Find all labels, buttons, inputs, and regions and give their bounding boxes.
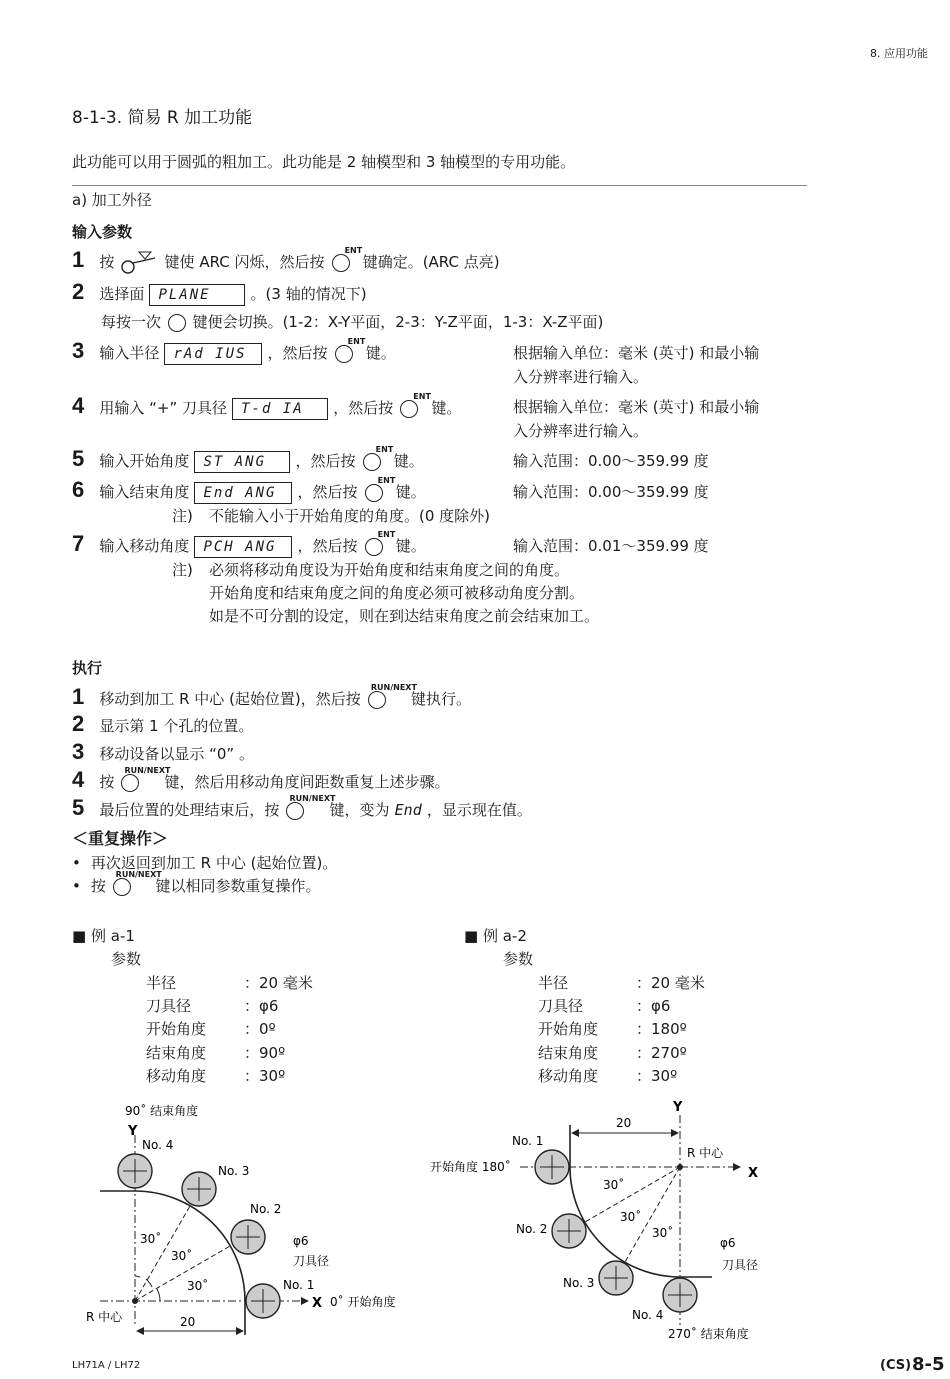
d2-center: R 中心 [687,1146,724,1160]
ex1-v3: ：90º [244,1044,286,1062]
d2-end-label: 270˚ 结束角度 [668,1327,749,1341]
exec-step-3: 3 移动设备以显示 “0” 。 [72,739,254,764]
ex2-v2: ：180º [636,1020,687,1038]
ex2-v0: ：20 毫米 [636,974,705,992]
input-step-2-sub: 每按一次 键便会切换。(1-2：X-Y平面，2-3：Y-Z平面，1-3：X-Z平面) [101,313,604,331]
ex1-k3: 结束角度 [146,1044,207,1062]
d2-angle-3: 30˚ [652,1226,674,1240]
ex2-k0: 半径 [538,974,569,992]
input-step-4: 4 用输入 “+” 刀具径 T-d IA ，然后按 ENT 键。 [72,391,462,418]
footer-cs: (CS) [880,1358,912,1373]
d1-hole-3-label: No. 3 [218,1164,250,1178]
ex2-v3: ：270º [636,1044,687,1062]
input-heading: 输入参数 [72,223,133,241]
ent-key-icon[interactable]: ENT [335,345,353,363]
ex2-k2: 开始角度 [538,1020,599,1038]
d2-hole-2-label: No. 2 [516,1222,548,1236]
d1-hole-3 [182,1172,216,1206]
lcd-start-angle: ST ANG [194,451,290,473]
d1-hole-4 [118,1154,152,1188]
d1-start-label: 0˚ 开始角度 [330,1295,396,1309]
bullet-1: • 再次返回到加工 R 中心 (起始位置)。 [72,854,338,872]
input-step-1: 1 按 键使 ARC 闪烁，然后按 ENT 键确定。(ARC 点亮) [72,247,500,276]
section-title: 8-1-3. 简易 R 加工功能 [72,108,253,128]
d2-hole-3 [599,1261,633,1295]
d1-x-label: X [312,1296,323,1311]
d2-y-label: Y [673,1100,683,1115]
exec-step-5: 5 最后位置的处理结束后，按 RUN/NEXT 键，变为 End ，显示现在值。 [72,793,532,820]
d2-phi: φ6 [720,1236,736,1250]
d1-y-label: Y [128,1124,138,1139]
ent-key-icon[interactable]: ENT [332,254,350,272]
footer-model: LH71A / LH72 [72,1360,141,1371]
ent-key-icon[interactable]: ENT [400,400,418,418]
d1-angle-1: 30˚ [140,1232,162,1246]
lcd-end-angle: End ANG [194,482,292,504]
d1-angle-3: 30˚ [187,1279,209,1293]
exec-step-4: 4 按 RUN/NEXT 键，然后用移动角度间距数重复上述步骤。 [72,765,450,792]
d2-hole-4-label: No. 4 [632,1308,664,1322]
example-2-title: ■ 例 a-2 [464,927,527,945]
ex2-k4: 移动角度 [538,1067,599,1085]
d2-angle-2: 30˚ [620,1210,642,1224]
d1-hole-1 [246,1284,280,1318]
ex1-v0: ：20 毫米 [244,974,313,992]
ex1-k0: 半径 [146,974,177,992]
d1-tool: 刀具径 [293,1254,330,1268]
input-step-6-note: 输入范围：0.00～359.99 度 [513,483,709,501]
input-step-6-remark: 不能输入小于开始角度的角度。(0 度除外) [209,507,491,525]
input-step-4-note: 根据输入单位：毫米 (英寸) 和最小输 [513,398,760,416]
input-step-3-note: 根据输入单位：毫米 (英寸) 和最小输 [513,344,760,362]
ex2-k1: 刀具径 [538,997,584,1015]
example-2-param-label: 参数 [503,950,534,968]
input-step-7-remark-label: 注) [172,561,193,579]
section-tag: 8. 应用功能 [870,47,928,60]
input-step-7-remark3: 如是不可分割的设定，则在到达结束角度之前会结束加工。 [209,607,600,625]
run-next-key-icon[interactable]: RUN/NEXT [121,774,139,792]
example-1-title: ■ 例 a-1 [72,927,135,945]
d2-hole-1 [535,1150,569,1184]
d1-end-label: 90˚ 结束角度 [125,1104,199,1118]
ex2-k3: 结束角度 [538,1044,599,1062]
input-step-3-note2: 入分辨率进行输入。 [513,368,649,386]
diagram-example-2 [430,1095,770,1355]
d1-hole-2 [231,1220,265,1254]
d1-hole-4-label: No. 4 [142,1138,174,1152]
ex1-v1: ：φ6 [244,997,279,1015]
ex1-k2: 开始角度 [146,1020,207,1038]
d1-angle-2: 30˚ [171,1249,193,1263]
ex2-v1: ：φ6 [636,997,671,1015]
bullet-2: • 按 RUN/NEXT 键以相同参数重复操作。 [72,869,321,895]
input-step-7-note: 输入范围：0.01～359.99 度 [513,537,709,555]
page-number: 8-5 [912,1354,945,1375]
d2-hole-4 [663,1278,697,1312]
subsection-title: a) 加工外径 [72,191,152,209]
d1-center: R 中心 [86,1310,123,1324]
input-step-3: 3 输入半径 rAd IUS ，然后按 ENT 键。 [72,336,396,363]
lcd-end-text: End [394,801,422,819]
axis-key-icon[interactable] [168,314,186,332]
input-step-5: 5 输入开始角度 ST ANG ，然后按 ENT 键。 [72,444,424,471]
input-step-5-note: 输入范围：0.00～359.99 度 [513,452,709,470]
input-step-2: 2 选择面 PLANE 。(3 轴的情况下) [72,279,367,304]
example-1-param-label: 参数 [111,950,142,968]
d1-phi: φ6 [293,1234,309,1248]
d1-dim: 20 [180,1315,196,1329]
ex1-v2: ：0º [244,1020,276,1038]
input-step-7-remark: 必须将移动角度设为开始角度和结束角度之间的角度。 [209,561,570,579]
lcd-pitch-angle: PCH ANG [194,536,292,558]
d2-x-label: X [748,1166,759,1181]
d2-start-label: 开始角度 180˚ [430,1160,511,1174]
ent-key-icon[interactable]: ENT [365,484,383,502]
run-next-key-icon[interactable]: RUN/NEXT [368,691,386,709]
d2-tool: 刀具径 [722,1258,759,1272]
ex2-v4: ：30º [636,1067,678,1085]
exec-step-1: 1 移动到加工 R 中心 (起始位置)，然后按 RUN/NEXT 键执行。 [72,682,471,709]
input-step-6-remark-label: 注) [172,507,193,525]
ex1-v4: ：30º [244,1067,286,1085]
divider [72,185,807,186]
ex1-k1: 刀具径 [146,997,192,1015]
ent-key-icon[interactable]: ENT [365,538,383,556]
lcd-tool-dia: T-d IA [232,398,328,420]
ex1-k4: 移动角度 [146,1067,207,1085]
run-next-key-icon[interactable]: RUN/NEXT [113,878,131,896]
intro-text: 此功能可以用于圆弧的粗加工。此功能是 2 轴模型和 3 轴模型的专用功能。 [72,153,576,171]
lcd-radius: rAd IUS [164,343,262,365]
arc-key-icon[interactable] [119,250,159,276]
input-step-7-remark2: 开始角度和结束角度之间的角度必须可被移动角度分割。 [209,584,585,602]
input-step-7: 7 输入移动角度 PCH ANG ，然后按 ENT 键。 [72,529,426,556]
input-step-4-note2: 入分辨率进行输入。 [513,422,649,440]
exec-step-2: 2 显示第 1 个孔的位置。 [72,711,254,736]
diagram-example-1 [0,1095,470,1355]
exec-heading: 执行 [72,659,103,677]
d1-hole-1-label: No. 1 [283,1278,315,1292]
repeat-heading: ＜重复操作＞ [72,829,169,848]
lcd-plane: PLANE [149,284,245,306]
d2-angle-1: 30˚ [603,1178,625,1192]
input-step-6: 6 输入结束角度 End ANG ，然后按 ENT 键。 [72,475,426,502]
d2-hole-2 [552,1214,586,1248]
d2-hole-1-label: No. 1 [512,1134,544,1148]
d2-hole-3-label: No. 3 [563,1276,595,1290]
d1-hole-2-label: No. 2 [250,1202,282,1216]
ent-key-icon[interactable]: ENT [363,453,381,471]
run-next-key-icon[interactable]: RUN/NEXT [286,802,304,820]
d2-dim: 20 [616,1116,632,1130]
